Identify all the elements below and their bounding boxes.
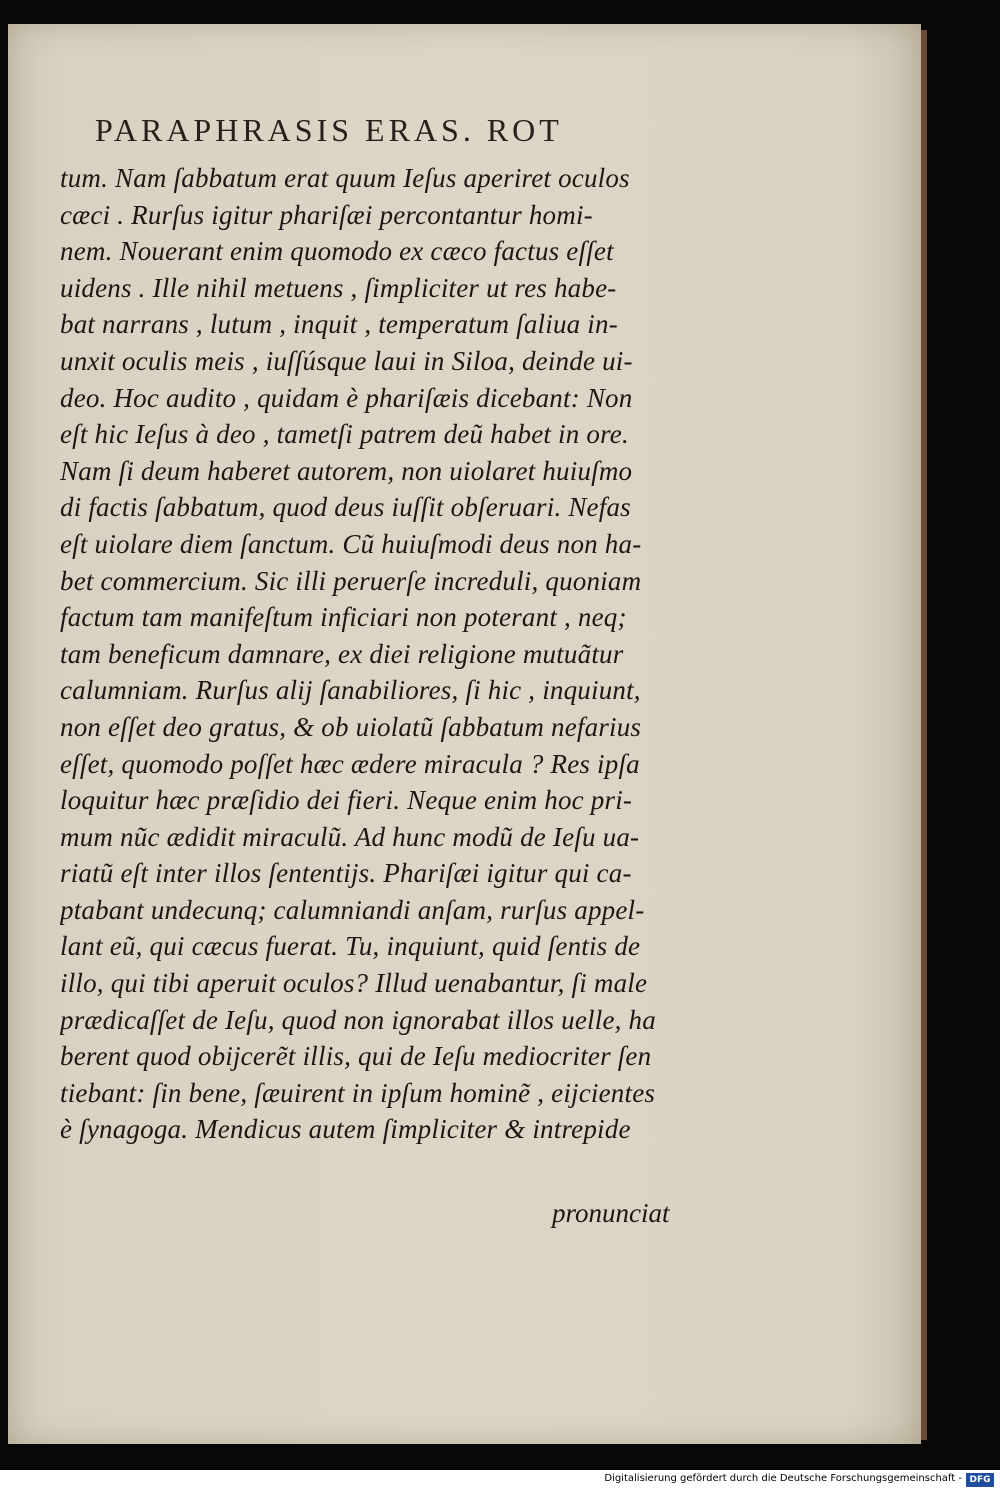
text-line: eſſet, quomodo poſſet hæc ædere miracula ? Res ipſa	[60, 748, 640, 779]
text-line: factum tam manifeſtum inficiari non poterant , neq;	[60, 602, 627, 633]
text-line: è ſynagoga. Mendicus autem ſimpliciter & intrepide	[60, 1114, 631, 1145]
dfg-logo: DFG	[966, 1473, 994, 1487]
text-line: deo. Hoc audito , quidam è phariſæis dicebant: Non	[60, 382, 633, 413]
footer-bar	[0, 1470, 1000, 1491]
text-line: eſt hic Ieſus à deo , tametſi patrem deũ habet in ore.	[60, 419, 629, 450]
text-line: illo, qui tibi aperuit oculos? Illud uenabantur, ſi male	[60, 968, 648, 999]
text-line: berent quod obijcerẽt illis, qui de Ieſu mediocriter ſen	[60, 1041, 652, 1072]
text-line: loquitur hæc præſidio dei fieri. Neque enim hoc pri-	[60, 785, 633, 816]
text-line: non eſſet deo gratus, & ob uiolatũ ſabbatum nefarius	[60, 711, 642, 742]
text-block	[60, 160, 690, 1148]
text-line: tiebant: ſin bene, ſæuirent in ipſum hominẽ , eijcientes	[60, 1077, 656, 1108]
text-line: lant eũ, qui cæcus fuerat. Tu, inquiunt, quid ſentis de	[60, 931, 641, 962]
text-line: tam beneficum damnare, ex diei religione mutuãtur	[60, 638, 624, 669]
text-line: riatũ eſt inter illos ſententijs. Phariſæi igitur qui ca-	[60, 858, 632, 889]
text-line: bat narrans , lutum , inquit , temperatum ſaliua in-	[60, 309, 618, 340]
text-line: tum. Nam ſabbatum erat quum Ieſus aperiret oculos	[60, 163, 630, 193]
text-line: cæci . Rurſus igitur phariſæi percontantur homi-	[60, 199, 593, 230]
running-header: PARAPHRASIS ERAS. ROT	[95, 112, 563, 148]
text-line: prædicaſſet de Ieſu, quod non ignorabat illos uelle, ha	[60, 1004, 656, 1035]
text-line: eſt uiolare diem ſanctum. Cũ huiuſmodi deus non ha-	[60, 528, 642, 559]
funding-credit: Digitalisierung gefördert durch die Deutsche Forschungsgemeinschaft -	[604, 1473, 962, 1484]
text-line: di factis ſabbatum, quod deus iuſſit obſeruari. Nefas	[60, 492, 631, 523]
text-line: ptabant undecunq; calumniandi anſam, rurſus appel-	[60, 894, 645, 925]
text-line: bet commercium. Sic illi peruerſe increduli, quoniam	[60, 565, 642, 596]
text-line: nem. Nouerant enim quomodo ex cæco factus eſſet	[60, 236, 614, 267]
text-line: unxit oculis meis , iuſſúsque laui in Siloa, deinde ui-	[60, 345, 633, 376]
text-line: calumniam. Rurſus alij ſanabiliores, ſi hic , inquiunt,	[60, 675, 641, 706]
text-line: uidens . Ille nihil metuens , ſimpliciter ut res habe-	[60, 272, 617, 303]
text-line: mum nũc ædidit miraculũ. Ad hunc modũ de Ieſu ua-	[60, 821, 640, 852]
catchword: pronunciat	[552, 1198, 670, 1228]
book-cover-edge	[921, 30, 927, 1440]
text-line: Nam ſi deum haberet autorem, non uiolaret huiuſmo	[60, 455, 633, 486]
